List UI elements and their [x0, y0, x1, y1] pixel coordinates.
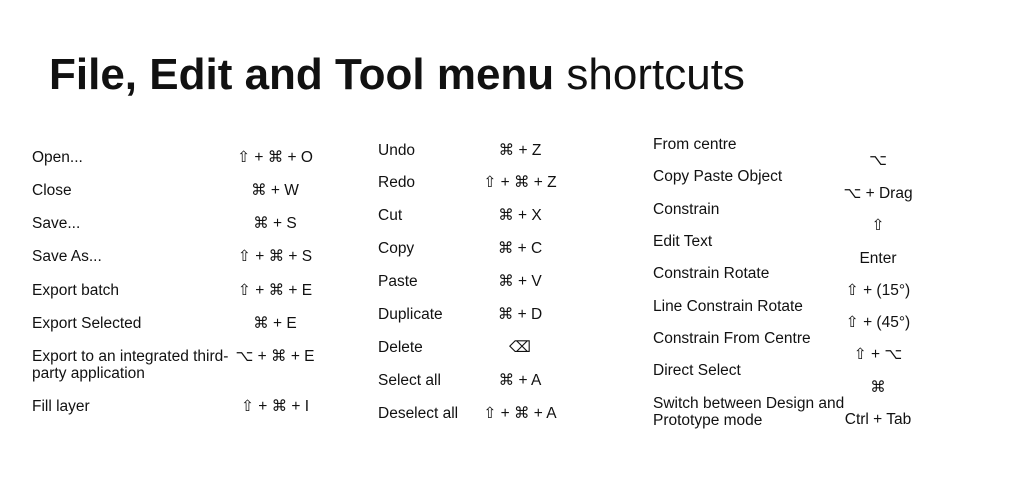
shortcut-label: Duplicate — [378, 306, 443, 323]
shortcut-keys: ⇧ + ⌘ + O — [237, 149, 313, 166]
shortcut-label: Cut — [378, 207, 403, 224]
shortcut-keys: ⌘ + C — [497, 240, 543, 257]
shortcut-keys: Ctrl + Tab — [844, 411, 912, 428]
shortcut-label: Export batch — [32, 282, 120, 299]
shortcut-label: Undo — [378, 142, 416, 159]
shortcut-keys: ⇧ + ⌘ + E — [237, 282, 313, 299]
shortcut-keys: ⌘ + D — [497, 306, 543, 323]
shortcut-label: Save As... — [32, 248, 102, 265]
shortcut-label: Edit Text — [653, 233, 713, 250]
shortcut-keys: ⇧ + ⌘ + Z — [483, 174, 557, 191]
shortcut-keys: ⇧ — [871, 217, 885, 234]
shortcut-label: Open... — [32, 149, 83, 166]
shortcut-keys: ⇧ + ⌘ + I — [240, 398, 310, 415]
shortcut-label: Deselect all — [378, 405, 459, 422]
shortcut-keys: ⌘ — [870, 379, 886, 396]
shortcut-label: Constrain — [653, 201, 720, 218]
shortcut-label: Copy Paste Object — [653, 168, 783, 185]
shortcut-keys: ⌘ + V — [498, 273, 542, 290]
shortcut-label: Copy — [378, 240, 415, 257]
shortcut-label: Paste — [378, 273, 418, 290]
shortcut-label: Redo — [378, 174, 416, 191]
shortcut-label: Export to an integrated third-party application — [32, 348, 229, 382]
shortcut-keys: ⇧ + (15°) — [845, 282, 911, 299]
shortcut-label: Line Constrain Rotate — [653, 298, 803, 315]
shortcut-keys: ⌘ + A — [498, 372, 542, 389]
shortcut-keys: Enter — [859, 250, 897, 267]
shortcut-keys: ⌥ + ⌘ + E — [235, 348, 315, 365]
title-bold: File, Edit and Tool menu — [49, 50, 555, 99]
shortcut-label: Close — [32, 182, 72, 199]
shortcut-keys: ⇧ + ⌘ + S — [237, 248, 313, 265]
shortcut-keys: ⌥ + Drag — [843, 185, 913, 202]
shortcut-keys: ⌘ + E — [253, 315, 297, 332]
shortcut-label: Switch between Design and Prototype mode — [653, 395, 845, 429]
shortcut-label: Constrain Rotate — [653, 265, 770, 282]
shortcut-label: Export Selected — [32, 315, 142, 332]
shortcut-keys: ⌘ + X — [498, 207, 542, 224]
shortcut-keys: ⌘ + S — [253, 215, 297, 232]
shortcut-keys: ⌥ — [869, 152, 887, 169]
shortcut-label: Save... — [32, 215, 81, 232]
title-normal: shortcuts — [554, 50, 745, 99]
shortcut-label: Constrain From Centre — [653, 330, 811, 347]
shortcut-label: Fill layer — [32, 398, 90, 415]
shortcut-label: Delete — [378, 339, 423, 356]
shortcut-keys: ⌘ + Z — [498, 142, 542, 159]
shortcut-label: Select all — [378, 372, 441, 389]
shortcut-keys: ⌘ + W — [251, 182, 299, 199]
shortcut-label: From centre — [653, 136, 737, 153]
page-title — [49, 47, 745, 103]
shortcut-label: Direct Select — [653, 362, 741, 379]
shortcut-keys: ⇧ + ⌘ + A — [483, 405, 557, 422]
shortcut-keys: ⇧ + ⌥ — [853, 346, 903, 363]
shortcut-keys: ⇧ + (45°) — [845, 314, 911, 331]
shortcut-keys: ⌫ — [509, 339, 531, 356]
